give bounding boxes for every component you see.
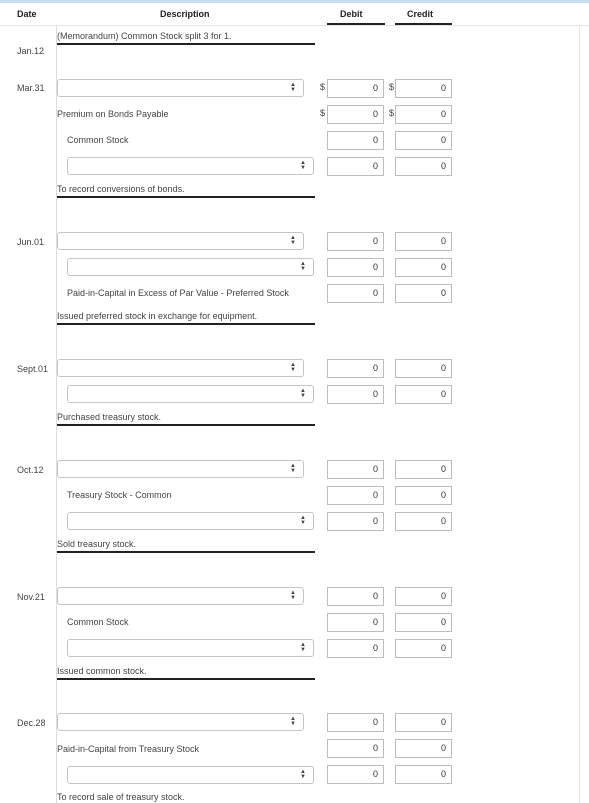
credit-header-underline xyxy=(395,23,452,25)
credit-input[interactable]: 0 xyxy=(395,359,452,378)
journal-header xyxy=(0,0,589,26)
credit-input[interactable]: 0 xyxy=(395,232,452,251)
up-down-chevron-icon: ▲ ▼ xyxy=(290,362,296,373)
account-select[interactable] xyxy=(57,79,304,97)
credit-input[interactable]: 0 xyxy=(395,157,452,176)
debit-input[interactable]: 0 xyxy=(327,232,384,251)
up-down-chevron-icon: ▲ ▼ xyxy=(300,388,306,399)
header-description: Description xyxy=(160,9,210,19)
credit-input[interactable]: 0 xyxy=(395,739,452,758)
memo-underline xyxy=(57,43,315,45)
credit-input[interactable]: 0 xyxy=(395,486,452,505)
memo-mar31: To record conversions of bonds. xyxy=(57,184,185,194)
account-select[interactable] xyxy=(67,639,314,657)
up-down-chevron-icon: ▲ ▼ xyxy=(300,769,306,780)
date-oct12: Oct.12 xyxy=(17,465,44,475)
credit-input[interactable]: 0 xyxy=(395,385,452,404)
debit-input[interactable]: 0 xyxy=(327,258,384,277)
memo-sept01: Purchased treasury stock. xyxy=(57,412,162,422)
debit-input[interactable]: 0 xyxy=(327,460,384,479)
debit-input[interactable]: 0 xyxy=(327,739,384,758)
dollar-sign: $ xyxy=(389,108,395,118)
credit-input[interactable]: 0 xyxy=(395,460,452,479)
account-select[interactable] xyxy=(57,587,304,605)
account-label: Paid-in-Capital from Treasury Stock xyxy=(57,744,200,754)
up-down-chevron-icon: ▲ ▼ xyxy=(300,160,306,171)
dollar-sign: $ xyxy=(320,82,326,92)
date-nov21: Nov.21 xyxy=(17,592,45,602)
account-select[interactable] xyxy=(57,359,304,377)
date-jun01: Jun.01 xyxy=(17,237,45,247)
debit-input[interactable]: 0 xyxy=(327,765,384,784)
memo-oct12: Sold treasury stock. xyxy=(57,539,137,549)
header-debit: Debit xyxy=(340,9,363,19)
header-credit: Credit xyxy=(407,9,434,19)
up-down-chevron-icon: ▲ ▼ xyxy=(300,261,306,272)
debit-input[interactable]: 0 xyxy=(327,587,384,606)
up-down-chevron-icon: ▲ ▼ xyxy=(290,463,296,474)
credit-input[interactable]: 0 xyxy=(395,713,452,732)
account-select[interactable] xyxy=(57,713,304,731)
account-select[interactable] xyxy=(67,157,314,175)
account-select[interactable] xyxy=(67,512,314,530)
account-label: Paid-in-Capital in Excess of Par Value - Preferred Stock xyxy=(67,288,289,298)
debit-input[interactable]: 0 xyxy=(327,512,384,531)
credit-input[interactable]: 0 xyxy=(395,587,452,606)
debit-input[interactable]: 0 xyxy=(327,79,384,98)
credit-input[interactable]: 0 xyxy=(395,613,452,632)
account-label: Common Stock xyxy=(67,617,129,627)
up-down-chevron-icon: ▲ ▼ xyxy=(290,716,296,727)
up-down-chevron-icon: ▲ ▼ xyxy=(290,590,296,601)
account-label: Premium on Bonds Payable xyxy=(57,109,169,119)
date-mar31: Mar.31 xyxy=(17,83,45,93)
account-label: Treasury Stock - Common xyxy=(67,490,172,500)
memo-dec28: To record sale of treasury stock. xyxy=(57,792,185,802)
debit-input[interactable]: 0 xyxy=(327,284,384,303)
memo-underline xyxy=(57,424,315,426)
account-select[interactable] xyxy=(57,232,304,250)
memo-jun01: Issued preferred stock in exchange for equipment. xyxy=(57,311,258,321)
up-down-chevron-icon: ▲ ▼ xyxy=(300,515,306,526)
credit-input[interactable]: 0 xyxy=(395,79,452,98)
memo-jan12: (Memorandum) Common Stock split 3 for 1. xyxy=(57,31,232,41)
credit-input[interactable]: 0 xyxy=(395,765,452,784)
credit-input[interactable]: 0 xyxy=(395,639,452,658)
memo-underline xyxy=(57,551,315,553)
up-down-chevron-icon: ▲ ▼ xyxy=(290,235,296,246)
debit-input[interactable]: 0 xyxy=(327,105,384,124)
dollar-sign: $ xyxy=(320,108,326,118)
debit-input[interactable]: 0 xyxy=(327,359,384,378)
debit-header-underline xyxy=(327,23,385,25)
credit-input[interactable]: 0 xyxy=(395,131,452,150)
up-down-chevron-icon: ▲ ▼ xyxy=(290,82,296,93)
account-label: Common Stock xyxy=(67,135,129,145)
date-jan12: Jan.12 xyxy=(17,46,45,56)
date-sept01: Sept.01 xyxy=(17,364,49,374)
header-date: Date xyxy=(17,9,37,19)
debit-input[interactable]: 0 xyxy=(327,639,384,658)
credit-input[interactable]: 0 xyxy=(395,512,452,531)
debit-input[interactable]: 0 xyxy=(327,486,384,505)
memo-nov21: Issued common stock. xyxy=(57,666,147,676)
date-dec28: Dec.28 xyxy=(17,718,46,728)
credit-input[interactable]: 0 xyxy=(395,105,452,124)
debit-input[interactable]: 0 xyxy=(327,713,384,732)
debit-input[interactable]: 0 xyxy=(327,613,384,632)
up-down-chevron-icon: ▲ ▼ xyxy=(300,642,306,653)
account-select[interactable] xyxy=(67,385,314,403)
credit-input[interactable]: 0 xyxy=(395,258,452,277)
right-edge-divider xyxy=(579,26,580,803)
memo-underline xyxy=(57,678,315,680)
account-select[interactable] xyxy=(57,460,304,478)
dollar-sign: $ xyxy=(389,82,395,92)
debit-input[interactable]: 0 xyxy=(327,157,384,176)
account-select[interactable] xyxy=(67,766,314,784)
memo-underline xyxy=(57,323,315,325)
debit-input[interactable]: 0 xyxy=(327,385,384,404)
debit-input[interactable]: 0 xyxy=(327,131,384,150)
account-select[interactable] xyxy=(67,258,314,276)
credit-input[interactable]: 0 xyxy=(395,284,452,303)
memo-underline xyxy=(57,196,315,198)
